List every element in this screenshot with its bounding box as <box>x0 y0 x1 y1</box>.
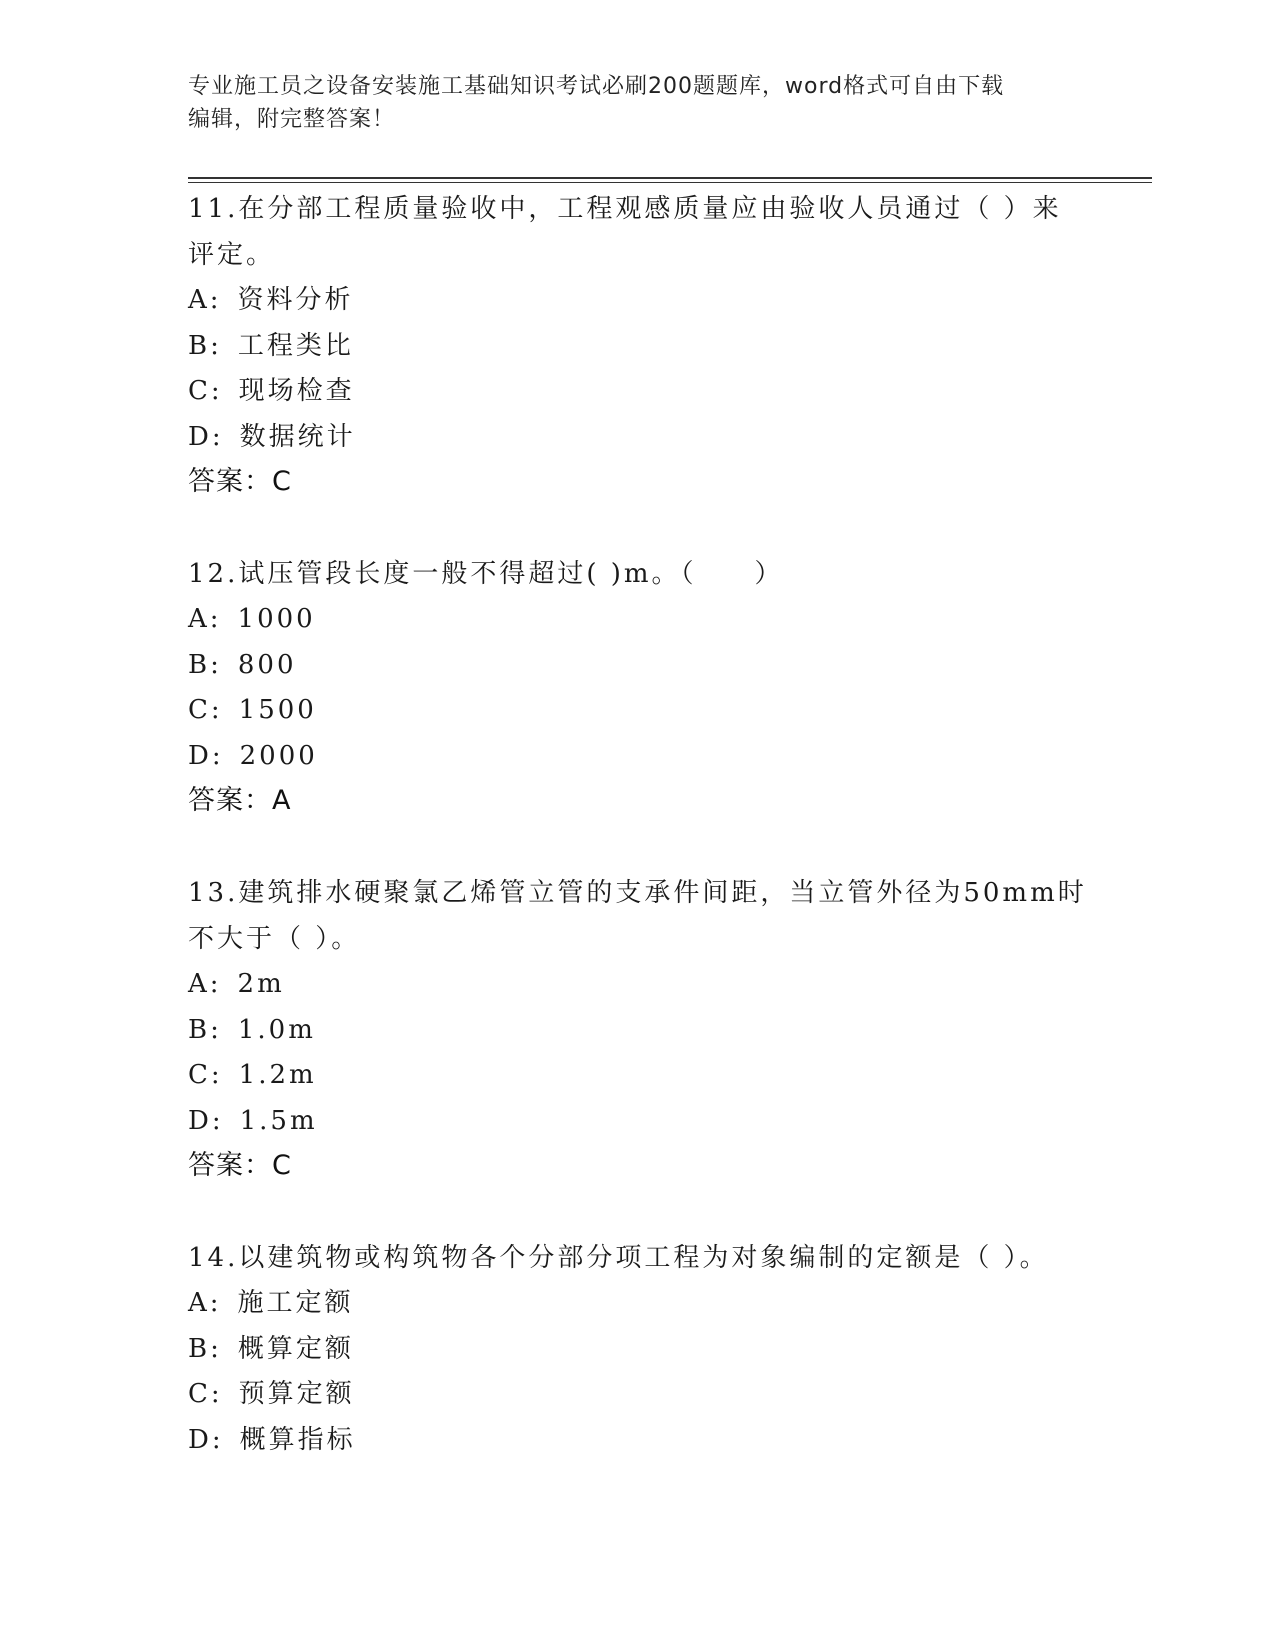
option-a <box>188 597 1088 643</box>
option-key: B: <box>188 1014 222 1045</box>
option-text: 1000 <box>237 604 316 634</box>
answer-line: 答案：C <box>188 1150 292 1181</box>
option-key: B: <box>188 330 222 361</box>
option-text: 1.2m <box>238 1060 317 1090</box>
option-text: 概算定额 <box>237 1333 354 1364</box>
answer-line: 答案：C <box>188 466 292 497</box>
option-c <box>188 1053 1088 1099</box>
option-key: C: <box>188 1060 223 1090</box>
option-text: 预算定额 <box>238 1379 355 1409</box>
question-13 <box>188 870 1088 1188</box>
option-key: A: <box>188 969 222 999</box>
option-c <box>188 1372 1088 1418</box>
option-key: D: <box>188 740 224 771</box>
question-11 <box>188 186 1088 504</box>
option-text: 2000 <box>239 740 318 771</box>
option-key: D: <box>188 1424 224 1455</box>
question-stem: 13.建筑排水硬聚氯乙烯管立管的支承件间距，当立管外径为50mm时不大于（ ）。 <box>188 878 1087 954</box>
option-key: C: <box>188 1379 223 1409</box>
option-d <box>188 734 1088 780</box>
document-header <box>188 70 1068 136</box>
option-text: 概算指标 <box>239 1424 356 1455</box>
question-list <box>188 186 1088 1510</box>
question-stem: 11.在分部工程质量验收中，工程观感质量应由验收人员通过（ ）来评定。 <box>188 194 1062 270</box>
option-text: 1.5m <box>239 1105 318 1136</box>
question-stem: 12.试压管段长度一般不得超过( )m。（ ） <box>188 559 784 589</box>
header-line-1: 专业施工员之设备安装施工基础知识考试必刷200题题库，word格式可自由下载 <box>188 74 1005 99</box>
option-text: 800 <box>237 649 297 680</box>
option-text: 现场检查 <box>238 376 355 406</box>
option-text: 资料分析 <box>237 285 354 315</box>
option-a <box>188 962 1088 1008</box>
option-key: D: <box>188 1105 224 1136</box>
option-text: 2m <box>237 969 285 999</box>
option-a <box>188 1281 1088 1327</box>
option-key: A: <box>188 285 222 315</box>
option-b <box>188 1327 1088 1373</box>
option-key: B: <box>188 1333 222 1364</box>
option-c <box>188 369 1088 415</box>
option-d <box>188 1099 1088 1145</box>
option-b <box>188 324 1088 370</box>
header-divider-bottom <box>188 182 1152 183</box>
question-14 <box>188 1235 1088 1463</box>
option-b <box>188 1008 1088 1054</box>
answer-line: 答案：A <box>188 785 292 816</box>
option-text: 1500 <box>238 695 317 725</box>
option-key: B: <box>188 649 222 680</box>
option-text: 数据统计 <box>239 421 356 452</box>
question-12 <box>188 551 1088 823</box>
header-line-2: 编辑，附完整答案！ <box>188 107 396 132</box>
option-c <box>188 688 1088 734</box>
option-key: A: <box>188 604 222 634</box>
option-d <box>188 1418 1088 1464</box>
header-divider-top <box>188 177 1152 179</box>
option-text: 施工定额 <box>237 1288 354 1318</box>
option-key: A: <box>188 1288 222 1318</box>
question-stem: 14.以建筑物或构筑物各个分部分项工程为对象编制的定额是（ ）。 <box>188 1243 1049 1273</box>
option-b <box>188 643 1088 689</box>
option-key: C: <box>188 376 223 406</box>
option-d <box>188 415 1088 461</box>
option-a <box>188 278 1088 324</box>
option-key: C: <box>188 695 223 725</box>
option-text: 工程类比 <box>237 330 354 361</box>
option-key: D: <box>188 421 224 452</box>
option-text: 1.0m <box>237 1014 316 1045</box>
